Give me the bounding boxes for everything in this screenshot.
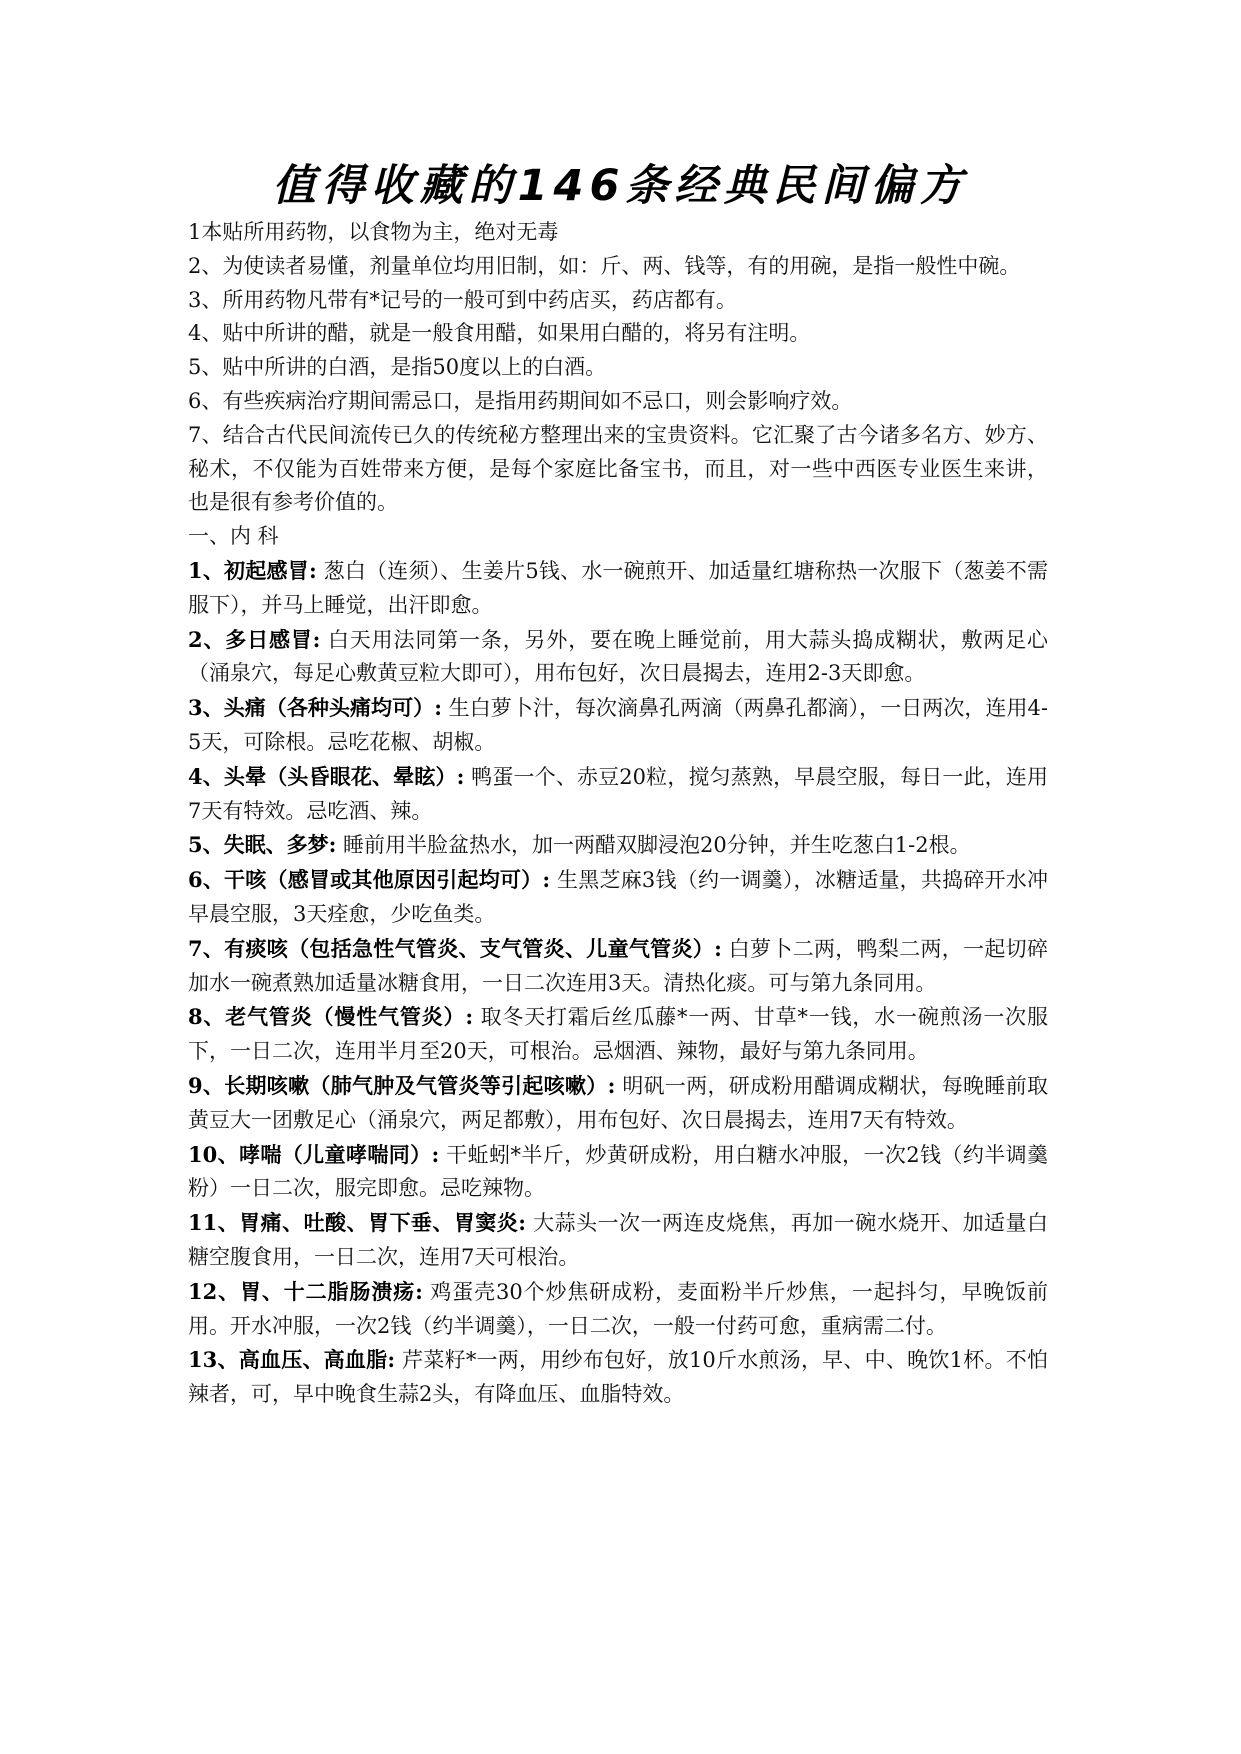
intro-note-5: 5、贴中所讲的白酒，是指50度以上的白酒。: [188, 355, 607, 380]
recipe-text: 芹菜籽*一两，用纱布包好，放10斤水煎汤，早、中、晚饮1杯。不怕辣者，可，早中晚食生蒜2头，有降血压、血脂特效。: [188, 1348, 1048, 1407]
recipe-heading: 12、胃、十二脂肠溃疡:: [188, 1278, 423, 1304]
recipe-heading: 1、初起感冒:: [188, 557, 317, 583]
intro-note-3: 3、所用药物凡带有*记号的一般可到中药店买，药店都有。: [188, 287, 737, 312]
recipe-heading: 9、长期咳嗽（肺气肿及气管炎等引起咳嗽）:: [188, 1072, 616, 1098]
recipe-item: [188, 1206, 1048, 1275]
recipe-item: [188, 828, 1048, 863]
intro-note-7: 7、结合古代民间流传已久的传统秘方整理出来的宝贵资料。它汇聚了古今诸多名方、妙方、秘术，不仅能为百姓带来方便，是每个家庭比备宝书，而且，对一些中西医专业医生来讲，也是很有参考价值的。: [188, 422, 1048, 515]
recipe-item: [188, 932, 1048, 1001]
recipe-text: 葱白（连须）、生姜片5钱、水一碗煎开、加适量红塘称热一次服下（葱姜不需服下），并马上睡觉，出汗即愈。: [188, 558, 1048, 617]
document-title: 值得收藏的146条经典民间偏方: [272, 161, 969, 211]
recipe-heading: 2、多日感冒:: [188, 626, 321, 652]
recipe-text: 明矾一两，研成粉用醋调成糊状，每晚睡前取黄豆大一团敷足心（涌泉穴，两足都敷），用布包好、次日晨揭去，连用7天有特效。: [188, 1073, 1048, 1132]
intro-note-6: 6、有些疾病治疗期间需忌口，是指用药期间如不忌口，则会影响疗效。: [188, 388, 853, 413]
recipe-heading: 13、高血压、高血脂:: [188, 1347, 396, 1373]
recipe-item: [188, 691, 1048, 760]
recipe-heading: 7、有痰咳（包括急性气管炎、支气管炎、儿童气管炎）:: [188, 935, 722, 961]
section-heading: 一、内 科: [188, 524, 279, 549]
recipe-heading: 8、老气管炎（慢性气管炎）:: [188, 1004, 474, 1030]
recipe-text: 睡前用半脸盆热水，加一两醋双脚浸泡20分钟，并生吃葱白1-2根。: [336, 833, 971, 858]
recipe-text: 大蒜头一次一两连皮烧焦，再加一碗水烧开、加适量白糖空腹食用，一日二次，连用7天可根治。: [188, 1211, 1048, 1269]
recipe-heading: 3、头痛（各种头痛均可）:: [188, 695, 442, 721]
recipe-text: 鸡蛋壳30个炒焦研成粉，麦面粉半斤炒焦，一起抖匀，早晚饭前用。开水冲服，一次2钱（约半调羹），一日二次，一般一付药可愈，重病需二付。: [188, 1279, 1048, 1338]
recipe-item: [188, 1000, 1048, 1069]
recipe-item: [188, 760, 1048, 829]
recipe-item: [188, 1343, 1048, 1412]
recipe-text: 鸭蛋一个、赤豆20粒，搅匀蒸熟，早晨空服，每日一此，连用7天有特效。忌吃酒、辣。: [188, 764, 1048, 823]
recipe-text: 取冬天打霜后丝瓜藤*一两、甘草*一钱，水一碗煎汤一次服下，一日二次，连用半月至20天，可根治。忌烟酒、辣物，最好与第九条同用。: [188, 1005, 1048, 1064]
recipe-item: [188, 863, 1048, 932]
recipe-heading: 4、头晕（头昏眼花、晕眩）:: [188, 763, 465, 789]
recipe-item: [188, 1069, 1048, 1138]
document-body: [188, 216, 1048, 1412]
intro-note-4: 4、贴中所讲的醋，就是一般食用醋，如果用白醋的，将另有注明。: [188, 321, 811, 346]
recipe-heading: 10、哮喘（儿童哮喘同）:: [188, 1141, 440, 1167]
recipe-heading: 6、干咳（感冒或其他原因引起均可）:: [188, 867, 551, 893]
recipe-item: [188, 1138, 1048, 1207]
recipe-text: 生黑芝麻3钱（约一调羹），冰糖适量，共捣碎开水冲早晨空服，3天痊愈，少吃鱼类。: [188, 868, 1048, 926]
recipe-text: 生白萝卜汁，每次滴鼻孔两滴（两鼻孔都滴），一日两次，连用4-5天，可除根。忌吃花椒、胡椒。: [188, 696, 1048, 754]
recipe-heading: 5、失眠、多梦:: [188, 832, 337, 858]
recipe-item: [188, 554, 1048, 623]
recipe-heading: 11、胃痛、吐酸、胃下垂、胃窦炎:: [188, 1210, 527, 1236]
intro-note-1: 1本贴所用药物，以食物为主，绝对无毒: [188, 220, 559, 244]
recipe-item: [188, 623, 1048, 692]
intro-note-2: 2、为使读者易懂，剂量单位均用旧制，如：斤、两、钱等，有的用碗，是指一般性中碗。: [188, 253, 1021, 278]
recipe-text: 干蚯蚓*半斤，炒黄研成粉，用白糖水冲服，一次2钱（约半调羹粉）一日二次，服完即愈。忌吃辣物。: [188, 1142, 1048, 1201]
recipe-text: 白萝卜二两，鸭梨二两，一起切碎加水一碗煮熟加适量冰糖食用，一日二次连用3天。清热化痰。可与第九条同用。: [188, 936, 1048, 995]
recipe-text: 白天用法同第一条，另外，要在晚上睡觉前，用大蒜头捣成糊状，敷两足心（涌泉穴，每足心敷黄豆粒大即可），用布包好，次日晨揭去，连用2-3天即愈。: [188, 627, 1048, 686]
recipe-item: [188, 1275, 1048, 1344]
